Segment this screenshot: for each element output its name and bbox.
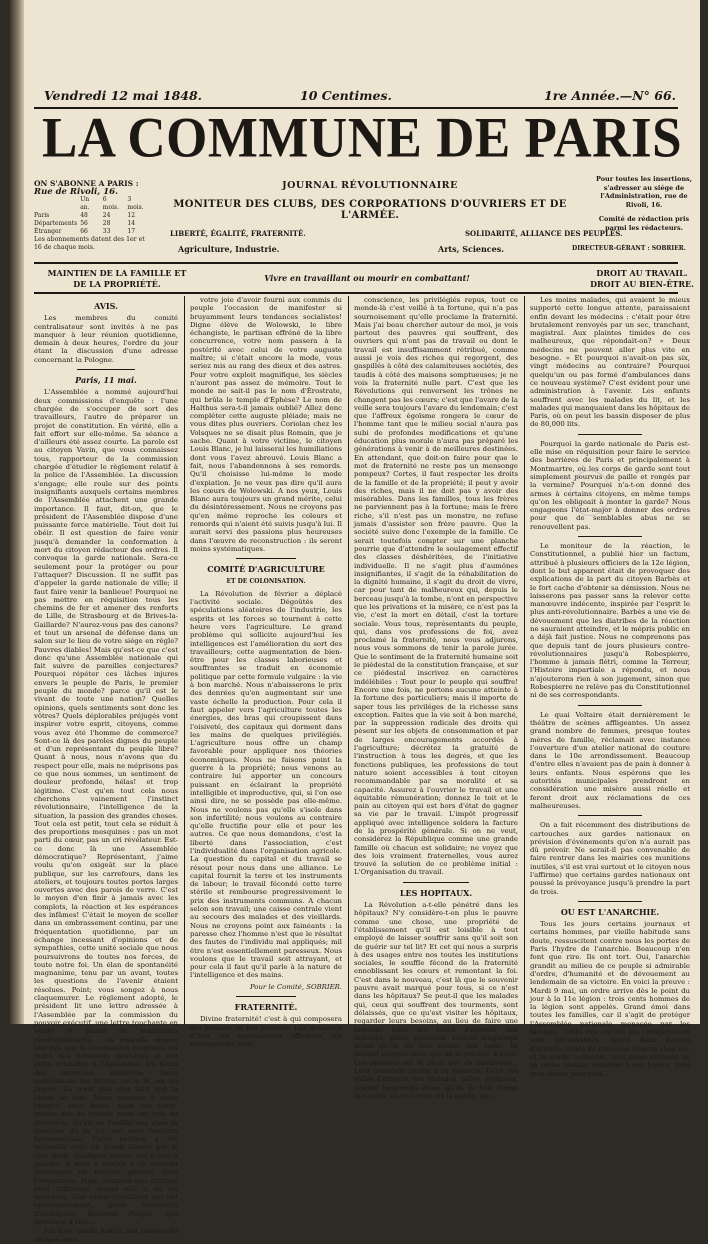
separator [77,369,135,370]
agriculture-subheading: ET DE COLONISATION. [226,577,306,585]
article-text: Le moniteur de la réaction, le Constitutionnel, a publié hier un factum, attribué à plusieurs officiers de la 12e légion, dont le but apparent était de provoquer des explications de la part du citoyen Barbès et le fort cache d'obtenir sa démission. Nous ne laisserons pas passer sans la relever cette manœuvre indécente, inspirée par l'esprit le plus anti-révolutionnaire. Barbès a une vie de dévouement que les diatribes de la réaction ne sauraient atteindre, et le mépris public en a déjà fait justice. Nous ne comprenons pas que depuis tant de jours plusieurs contre-révolutionnaires jusqu'à Robespierre, l'homme à jamais flétri, comme la Terreur, l'Histoire impartiale a répondu, et nous n'ajouterons rien à son jugement, sinon que Robespierre ne relève pas du Constitutionnel ni de ses correspondants. [530,542,690,700]
sub-row [34,228,152,236]
column-divider [524,296,525,1024]
sub-cell: 24 [102,212,111,219]
subscription-table [34,196,152,236]
insertions-notice: Pour toutes les insertions, s'adresser au siége de l'Administration, rue de Rivoli, 16. [596,175,692,209]
article-text: Tous les jours certains journaux et certains hommes, par vieille habitude sans doute, ressuscitent contre nous les portes de Paris l'hydre de l'anarchie. Beaucoup n'en font que rire. Ils ont tort. Oui, l'anarchie grandit au milieu de ce peuple si admirable d'ordre, d'humanité et de dévouement au lendemain de sa victoire. En voici la preuve : Mardi 9 mai, un ordre arrive dès le point du jour à la 11e légion : trois cents hommes de la légion sont appelés. Grand émoi dans toutes les familles, car il s'agit de protéger l'Assemblée nationale menacée par les factions. Cette fois encore les conspirateurs sont introuvables. Après deux heures d'attente, ordre de renvoyer chacun chez soi, et la garde nationale, tout aussi étonnée de sa peine inutile, retourne à ses foyers, sans trop savoir pourquoi... [530,920,690,1078]
sub-cell: 56 [80,220,88,227]
slogan-center: Vivre en travaillant ou mourir en combattant! [264,273,470,283]
article-text: Pourquoi la garde nationale de Paris est-elle mise en réquisition pour faire le service des barrières de Paris et principalement à Montmartre, où les corps de garde sont tout simplement pourvus de paille et rongés par la vermine? Pourquoi n'a-t-on donné des armes à certains citoyens, en même temps qu'on les obligeait à monter la garde? Nous engageons l'état-major à donner des ordres pour que de semblables abus ne se renouvellent pas. [530,439,690,531]
separator [236,558,297,559]
slogan-left: MAINTIEN DE LA FAMILLE ET DE LA PROPRIÉTÉ. [47,268,187,289]
separator [236,996,297,997]
article-text: conscience, les privilégiés repus, tout ce monde-là c'est veillé à ta fortune, qui n'a pas sournoisement qu'elle proclame la fraternité. Mais j'ai beau chercher autour de moi, je vois partout des pauvres qui souffrent, des ouvriers qui n'ont pas de travail ou dont le travail est insuffisamment rétribué, comme aussi je vois des riches qui regorgent, des gaspillés à côté des calamiteuses sociétés, des taudis à côté des maisons somptueuses; je ne vois la fraternité nulle part. C'est que les Révolutions qui renversent les trônes ne changent pas les cœurs; c'est que l'avare de la veille sera toujours l'avare du lendemain; c'est que l'affreux égoïsme rongera le cœur de l'homme tant que le milieu social n'aura pas subi de profondes modifications et qu'une éducation plus morale n'aura pas préparé les générations à venir à de meilleures destinées. En attendant, que doit-on faire pour que le mot de fraternité ne reste pas un mensonge pompeux? Certes, il faut respecter les droits de la famille et de la propriété; il peut y avoir des riches, mais il ne doit pas y avoir des misérables. Dans les familles, tous les frères ne parviennent pas à la fortune; mais le frère riche, s'il n'est pas un monstre, ne refuse jamais d'assister son frère pauvre. Que la société suive donc l'exemple de la famille. Ce serait toutefois compter sur une planche pourrie que d'attendre le soulagement effectif des classes déshéritées, de l'initiative individuelle. Il ne s'agit plus d'aumônes insignifiantes, il s'agit de la réhabilitation de la dignité humaine, il s'agit du droit de vivre, car pour tant de malheureux qui, depuis le berceau jusqu'à la tombe, n'ont en perspective que les privations et la misère, ce n'est pas la vie, c'est la mort en détail, c'est la torture sociale. Vous tous, représentants du peuple, qui, dans vos professions de foi, avez proclamé la fraternité, nous vous adjurons, nous vous sommons de tenir la parole jurée. Que le sentiment de la fraternité humaine soit le piédestal de la constitution française, et sur ce piédestal inscrivez en caractères indélébiles : Tout pour le peuple qui souffre! Encore une fois, ne portons aucune atteinte à la fortune des particuliers; mais il importe de saper tous les priviléges de la richesse sans exception. Faites que la vie soit à bon marché, par la suppression radicale des droits qui pèsent sur les objets de consommation et par de larges encouragements accordés à l'agriculture; décrétez la gratuité de l'instruction à tous les degrés, et que les fonctions publiques, les professions de tout nature soient accessibles à tout citoyen recommandable par sa moralité et sa capacité. Assurez à l'ouvrier le travail et une équitable rémunération; donnez le toit et le pain au citoyen qui est hors d'état de gagner sa vie par le travail. L'impôt progressif appliqué avec intelligence soldera la facture de la prospérité générale. Si on ne veut, considérez la République comme une grande famille où chacun est solidaire; ne voyez que des lois vraiment fraternelles, vous aurez trouvé la solution de ce problème initial : L'Organisation du travail. [354,296,518,877]
column-divider [348,296,349,1024]
article-text: Le quai Voltaire était dernièrement le théâtre de scènes affligeantes. Un assez grand nombre de femmes, presque toutes mères de famille, réclamait avec instance l'ouverture d'un atelier national de couture dans le 10e arrondissement. Beaucoup d'entre elles n'avaient pas de pain à donner à leurs enfants. Nous espérons que les autorités municipales prendront en considération une misère aussi réelle et feront droit aux réclamations de ces malheureuses. [530,710,690,810]
issue-price: 10 Centimes. [300,88,392,103]
sub-header-cell [34,196,80,212]
sub-cell: 17 [127,228,136,235]
motto-agriculture: Agriculture, Industrie. [178,244,280,254]
newspaper-page [10,0,700,1244]
column-3 [354,296,518,1100]
paris-dateline: Paris, 11 mai. [75,375,137,386]
sub-header-cell: 3 mois. [127,196,144,211]
moniteur-line: MONITEUR DES CLUBS, DES CORPORATIONS D'OUVRIERS ET DE L'ARMÉE. [173,199,567,221]
article-text: L'Assemblée a nommé aujourd'hui deux commissions d'enquête : l'une chargée de s'occuper de sort des travailleurs, l'autre de préparer un projet de constitution. En vérité, elle a fait effort sur elle-même. Sa séance a d'ailleurs été assez courte. La parole est au citoyen Vavin, que vous connaissez tous, rapporteur de la commission chargée d'étudier le règlement relatif à la police de l'Assemblée. La discussion s'engage; elle roule sur des points insignifiants auxquels certains membres de l'Assemblée attachent une grande importance. Il faut, dit-on, que le président de l'Assemblée dispose d'une puissante force matérielle. Tout doit lui obéir. Il est question de faire venir jusqu'à demander la conformation à mort du citoyen rédacteur des ordres. Il convoque la garde nationale. Sera-ce seulement pour la protéger ou pour l'attaquer? Discussion. Il ne suffit pas d'appeler la garde nationale de ville; il faut faire venir la banlieue! Pourquoi ne pas mettre en réquisition tous les chemins de fer et amener des renforts de Lille, de Strasbourg et de Brives-la-Gaillarde? N'aurez-vous pas des canons? et tout un arsenal de défense dans un salon sur le lieu de votre siége en règle? Pauvres diables! Mais qu'est-ce que c'est donc qu'une Assemblée nationale qui fait suivre de pareilles conjectures? Pourquoi répéter ces lâches injures envers le peuple de Paris, le premier peuple du monde? parce qu'il est le vivant de toute une nation? Quelles opinions, quels sentiments sont donc les vôtres? Quels déplorables préjugés vont inspirer votre esprit, citoyens, comme vous avez été l'homme de commerce? Sont-ce là des paroles dignes du peuple et d'un représentant du peuple libre? Quant à nous, nous n'avons que du respect pour elle, mais ne méprisons pas ce que nous sommes, un sentiment de douleur profonde, hélas! et trop légitime. C'est qu'en tout cela nous cherchons vainement l'instinct révolutionnaire, l'intelligence de la situation, la passion des grandes choses. Tout cela est petit, tout cela se réduit à des proportions mesquines : pas un mot parti du cœur, pas un cri révélateur. Est-ce donc là une Assemblée démocratique? Représentant, j'aime voulu qu'on exigeât sur la place publique, sur les carrefours, dans les ateliers, et toujours toutes portes larges ouvertes avec des parois de verre. C'est le moyen d'en finir à jamais avec les complots, la réaction et les espérances des infâmes! C'était le moyen de sceller dans un embrassement continu, par une fréquentation quotidienne, par un échange incessant d'opinions et de sympathies, cette unité sociale que nous poursuivrons de toutes nos forces, de toute notre foi. Un élan de spontanéité magnanime, tenu par un avant, toutes les questions de l'avenir étaient résolues. Point; vous songez à nous claquemurer. Le règlement adopté, le président lit une lettre adressée à l'Assemblée par la commission du pouvoir exécutif, une lettre touchante en vérité et pleine de sentiments révolutionnaires : on rappelle encore une fois que la commission nommera les noms des nouveaux ministres et fait enfin connaître à l'Assemblée les noms des nouveaux ministres. Nous connaissons les autres, on le lit, on les jugera. Ce n'est que plus tard que la chose se fera. Nous sommes à cette époque, sans doute, mais ces vingt-quatre ans de pensée nous ont pris au dépourvu; qu'on ne l'oublie pas dans la question de la loi, qui sera toujours fondamentale. Cette pétition a été accueillie avec un grand silence par le côté droit. Quelques bravos ont éclaté à gauche. Il nous a semblé à ce moment remarquer un malaise général dans l'Assemblée. Hier, combien son attitude était différente quand elle a vu les ministres. Ces rudes travaillers qui ont épanouissement, quels transports frénétiques! Heureux Peuple, que personne a rien... [34,388,178,1227]
subtitle: JOURNAL RÉVOLUTIONNAIRE [282,180,458,191]
article-text: votre joie d'avoir fourni aux commis du peuple l'occasion de manifester si bruyamment leurs tendances socialistes! Digne élève de Wolowski, le libre échangiste, le partisan effréné de la libre concurrence, votre nom passera à la postérité avec celui de votre auguste maître; si c'était encore la mode, vous seriez mis au rang des dieux et des astres. Pour votre exploit magnifique, les siècles n'auront pas assez de mémoire. Tout le monde ne sait-il pas le nom d'Érostrate, qui brûla le temple d'Éphèse? Le nom de Halthus sera-t-il jamais oublié? Allez donc compléter cette auguste pléiade; mais ne vous dites plus ouvriers. Coriolan chez les Volsques ne se disait plus Romain, que je sache. Quant à votre victime, le citoyen Louis Blanc, je lui laisserai les humiliations dont vous l'avez abreuvé. Louis Blanc a fait, nous l'abandonnons à ses remords. Qu'il choisisse lui-même le mode d'expiation. Je ne veux pas dire qu'il aura les cœurs de Wolowski. A nos yeux, Louis Blanc aura toujours un grand mérite, celui du désintéressement. Nous ne croyons pas qu'en même reproche les coleurs et remords qui n'aient été suivis jusqu'à lui. Il aurait servi des passions plus heureuses dans l'œuvre de reconstruction : ils seront moins systématiques. [190,296,342,553]
sub-cell: 28 [102,220,111,227]
article-text: J'ai donc rendu justice aux paroles du citoyen dans... [34,1227,178,1244]
masthead-title: LA COMMUNE DE PARIS [41,106,683,170]
motto-directeur: DIRECTEUR-GÉRANT : SOBRIER. [572,245,686,252]
sub-cell: 66 [80,228,88,235]
signature: Pour le Comité, SOBRIER. [249,982,342,991]
sub-cell: 12 [127,212,136,219]
separator [578,536,642,537]
fraternite-heading: FRATERNITÉ. [234,1002,298,1013]
article-text: Divine fraternité! c'est à qui composera des hymnes en ton honneur. Les dynasties d'hier, les spéculateurs effrontés, les monopoleurs sans [190,1015,342,1049]
sub-cell: Paris [34,212,50,219]
subscription-box [34,180,152,252]
motto-liberte: LIBERTÉ, ÉGALITÉ, FRATERNITÉ. [170,229,306,238]
mottos-bottom-rule [34,262,678,264]
sub-header-cell: Un an. [80,196,90,211]
sub-cell: 14 [127,220,136,227]
issue-date: Vendredi 12 mai 1848. [44,88,203,103]
library-stamp [570,470,610,516]
sub-cell: 48 [80,212,88,219]
article-text: Les moins malades, qui avaient le mieux supporté cette longue attente, paraissaient enfin devant les médecins : c'était pour être brutalement renvoyés par un sec, tranchant, magistral. Aux plaintes timides de ces malheureux, que répondait-on? « Deux médecins ne peuvent aller plus vite en besogne. » Et pourquoi n'avait-on pas six, vingt médecins au contraire? Pourquoi quelqu'un ou pas formé d'ambulances dans ce nouveau système? C'est évident pour une administration à l'avenir. Les enfants souffrent avec les malades du lit, et les malades qui manquaient dans les hôpitaux de Paris, où on peut les bassin disposer de plus de 80,000 lits. [530,296,690,429]
anarchie-heading: OU EST L'ANARCHIE. [560,906,660,917]
separator [578,901,642,902]
avis-text: Les membres du comité centralisateur sont invités à ne pas manquer à leur réunion quotidienne, demain à deux heures, l'ordre du jour étant la discussion d'une adresse concernant la Pologne. [34,314,178,364]
separator [578,705,642,706]
motto-solidarite: SOLIDARITÉ, ALLIANCE DES PEUPLES. [465,229,623,238]
hopitaux-heading: LES HOPITAUX. [399,887,473,898]
right-notice [594,175,694,232]
article-text: La Révolution de février a déplacé l'activité sociale. Dégoûtés des spéculations aléatoires de l'industrie, les esprits et les forces se tournent à cette heure vers l'agriculture. Le grand problème qui sollicite aujourd'hui les intelligences est l'amélioration du sort des travailleurs; cette augmentation de bien-être pour les classes laborieuses et souffrantes se traduit en économie politique par cette formule vulgaire : la vie à bon marché. Nous n'abaisserons le prix des denrées qu'en augmentant sur une vaste échelle la production. Pour cela il faut appeler vers l'agriculture toutes les énergies, des bras qui croupissent dans l'oisiveté, des capitaux qui dorment dans les mains de quelques privilégiés. L'agriculture nous offre un champ favorable pour appliquer nos théories économiques. Nous ne faisons point la guerre à la propriété; nous venons au contraire lui apporter un concours puissant en éclairant la propriété intelligible et improductive, qui, si l'on ose ainsi dire, ne se possède pas elle-même. Nous ne voulons pas qu'elle s'isole dans son infertilité; nous voulons au contraire qu'elle fructifie pour elle et pour les autres. Ce que nous demandons, c'est la liberté dans l'association, c'est l'individualité dans l'organisation agricole. La question du capital et du travail se résout pour nous dans une alliance. Le capital fournit la terre et les instruments de labour; le travail fécondé cette terre stérile et rembourse progressivement le prix des instruments communs. A chacun selon son travail; une caisse centrale vient au secours des malades et des vieillards. Nous ne croyons point aux fainéants : la paresse chez l'homme n'est que le résultat des fautes de l'individu mal appliqués; mil être n'est essentiellement paresseux. Nous voulons que le travail soit attrayant, et pour cela il faut qu'il parle à la nature de l'intelligence et des mains. [190,589,342,980]
article-text: La Révolution a-t-elle pénétré dans les hôpitaux? N'y considère-t-on plus le pauvre comme une chose, une propriété de l'établissement qu'il est loisible à tout employé de laisser souffrir sans qu'il soit son de guérir sur tel lit? Et cet qui nous a surpris à des usages entre nos toutes les institutions sociales, le souffle fécond de la fraternité ennoblissant les cœurs et remontant la foi. C'est dans le nouveau, c'est là que le souvenir pauvre avait marqué pour tous, si ce n'est dans les hôpitaux? Se peut-il que les malades qui, ceux qui souffrent des tourments, sont délaissés, que ce qu'est visiter les hôpitaux, regarder leurs besoins, au lieu de faire une histoire. Dans les salles d'attente, des malades, pâles, exténués, restent longtemps avant qu'on ne leur donne des soins; ils restent souvent sans que de la priorité d'avoir. Les malades ont le droit que de nombreux... Leur demande inutile d'un médecin. Dans ces salles d'attente, des malades, pâles, exténués, restent longtemps avant qu'on ne leur donne des soins; ils reçoivent de la garde, ne... [354,901,518,1100]
article-text: On a fait récemment des distributions de cartouches aux gardes nationaux en prévision d'événements qu'on n'a aurait pas dû prévoir. Ne serait-il pas convenable de faire rentrer dans les mairies ces munitions inutiles, s'il est vrai surtout et le citoyen nous l'affirme) que certains gardes nationaux ont poussé la prévoyance jusqu'à prendre la part de trois. [530,821,690,896]
sub-row [34,212,152,220]
issue-number: 1re Année.—N° 66. [544,88,676,103]
motto-arts: Arts, Sciences. [438,244,505,254]
subscription-note: Les abonnements datent des 1er et 16 de chaque mois. [34,236,145,251]
sub-header-cell: 6 mois. [102,196,119,211]
avis-heading: AVIS. [94,301,118,311]
subscription-title: ON S'ABONNE A PARIS : [34,179,139,188]
separator [403,882,469,883]
redaction-notice: Comité de rédaction pris parmi les rédacteurs. [598,215,690,232]
slogan-right: DROIT AU TRAVAIL. DROIT AU BIEN-ÊTRE. [590,268,694,289]
column-1 [34,296,178,1244]
slogans-bottom-rule [34,292,678,294]
sub-cell: Départements [34,220,78,227]
separator [578,815,642,816]
column-2 [190,296,342,1049]
subscription-address: Rue de Rivoli, 16. [34,187,118,197]
sub-cell: Étranger [34,228,62,235]
sub-row [34,220,152,228]
separator [578,434,642,435]
subtitle-block [160,180,580,221]
column-4 [530,296,690,1078]
agriculture-heading: COMITÉ D'AGRICULTURE [207,564,325,575]
sub-cell: 33 [102,228,111,235]
book-binding [10,0,24,1024]
column-divider [184,296,185,1024]
